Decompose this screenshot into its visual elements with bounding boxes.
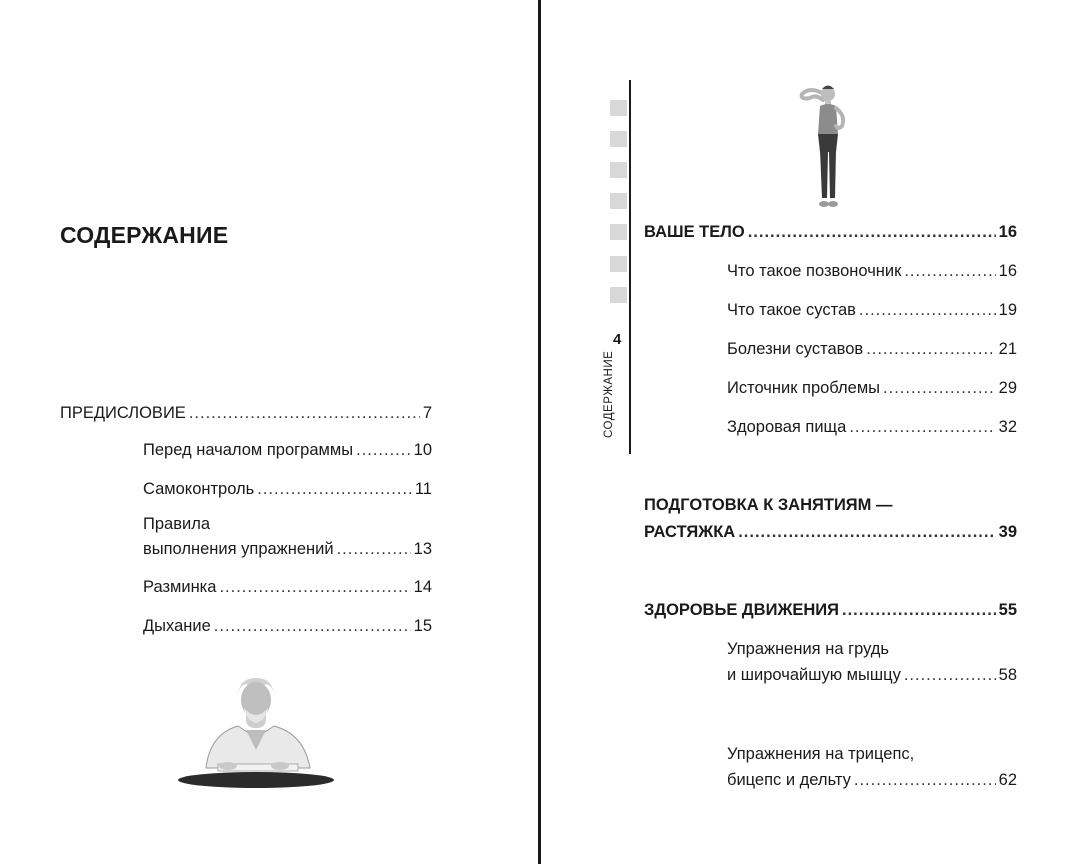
toc-page-number: 55 — [998, 601, 1017, 619]
toc-entry[interactable] — [143, 613, 432, 639]
rail-marker — [610, 162, 627, 178]
dot-leader — [859, 297, 996, 323]
rail-marker — [610, 256, 627, 272]
dot-leader — [748, 219, 996, 245]
rail-marker — [610, 287, 627, 303]
toc-page-number: 16 — [998, 262, 1017, 280]
toc-chapter-preparation[interactable] — [644, 492, 1017, 546]
page-title: СОДЕРЖАНИЕ — [60, 222, 229, 248]
toc-entry-label: Перед началом программы — [143, 441, 354, 459]
dot-leader — [214, 613, 411, 639]
toc-entry[interactable] — [143, 476, 432, 502]
toc-page-number: 15 — [413, 617, 432, 635]
right-page — [541, 0, 1078, 864]
toc-entry[interactable] — [143, 437, 432, 463]
dot-leader — [854, 767, 996, 793]
toc-page-number: 29 — [998, 379, 1017, 397]
toc-page-number: 62 — [998, 771, 1017, 789]
toc-page-number: 13 — [413, 540, 432, 558]
dot-leader — [866, 336, 995, 362]
page-number: 4 — [613, 331, 622, 348]
toc-entry-label: выполнения упражнений — [143, 540, 334, 558]
left-page — [0, 0, 538, 864]
toc-entry-preface[interactable] — [60, 400, 432, 426]
toc-entry-label: Дыхание — [143, 617, 211, 635]
toc-page-number: 7 — [422, 404, 432, 422]
dot-leader — [904, 662, 996, 688]
toc-entry-label: Что такое сустав — [727, 301, 856, 319]
toc-entry-label: и широчайшую мышцу — [727, 666, 901, 684]
toc-entry-label: ЗДОРОВЬЕ ДВИЖЕНИЯ — [644, 601, 839, 619]
toc-chapter-your-body[interactable] — [644, 219, 1017, 245]
rail-marker — [610, 131, 627, 147]
toc-entry-label: Самоконтроль — [143, 480, 255, 498]
side-rail-line — [629, 80, 631, 454]
dot-leader — [257, 476, 412, 502]
toc-page-number: 39 — [998, 523, 1017, 541]
toc-entry-label: Источник проблемы — [727, 379, 881, 397]
toc-entry-label: Правила — [143, 515, 210, 533]
dot-leader — [883, 375, 996, 401]
toc-page-number: 19 — [998, 301, 1017, 319]
toc-entry[interactable] — [727, 297, 1017, 323]
toc-entry-label: Упражнения на трицепс, — [727, 745, 915, 763]
running-head: СОДЕРЖАНИЕ — [603, 350, 615, 438]
toc-entry-label: Болезни суставов — [727, 340, 864, 358]
toc-entry[interactable] — [727, 414, 1017, 440]
dot-leader — [849, 414, 995, 440]
toc-entry[interactable] — [727, 741, 1017, 793]
toc-entry[interactable] — [727, 375, 1017, 401]
toc-entry-label: ВАШЕ ТЕЛО — [644, 223, 745, 241]
toc-chapter-health-of-movement[interactable] — [644, 597, 1017, 623]
toc-page-number: 14 — [413, 578, 432, 596]
toc-entry[interactable] — [143, 574, 432, 600]
toc-entry-label: Что такое позвоночник — [727, 262, 902, 280]
rail-marker — [610, 100, 627, 116]
dot-leader — [356, 437, 411, 463]
toc-page-number: 21 — [998, 340, 1017, 358]
dot-leader — [219, 574, 410, 600]
rail-marker — [610, 193, 627, 209]
toc-page-number: 16 — [998, 223, 1017, 241]
toc-entry-label: Упражнения на грудь — [727, 640, 890, 658]
toc-entry-label: Разминка — [143, 578, 217, 596]
toc-entry-label: РАСТЯЖКА — [644, 523, 736, 541]
toc-page-number: 58 — [998, 666, 1017, 684]
doctor-photo — [176, 676, 334, 788]
toc-entry-label: ПРЕДИСЛОВИЕ — [60, 404, 186, 422]
toc-entry[interactable] — [727, 636, 1017, 688]
dot-leader — [738, 519, 995, 546]
toc-page-number: 32 — [998, 418, 1017, 436]
toc-entry[interactable] — [727, 258, 1017, 284]
toc-page-number: 10 — [413, 441, 432, 459]
toc-entry[interactable] — [143, 512, 432, 562]
toc-entry[interactable] — [727, 336, 1017, 362]
toc-page-number: 11 — [414, 480, 432, 498]
toc-entry-label: Здоровая пища — [727, 418, 847, 436]
dot-leader — [904, 258, 995, 284]
rail-marker — [610, 224, 627, 240]
dot-leader — [337, 537, 411, 562]
dot-leader — [842, 597, 996, 623]
stretching-woman-photo — [796, 80, 860, 212]
toc-entry-label: бицепс и дельту — [727, 771, 851, 789]
dot-leader — [189, 400, 420, 426]
toc-entry-label: ПОДГОТОВКА К ЗАНЯТИЯМ — — [644, 496, 893, 514]
